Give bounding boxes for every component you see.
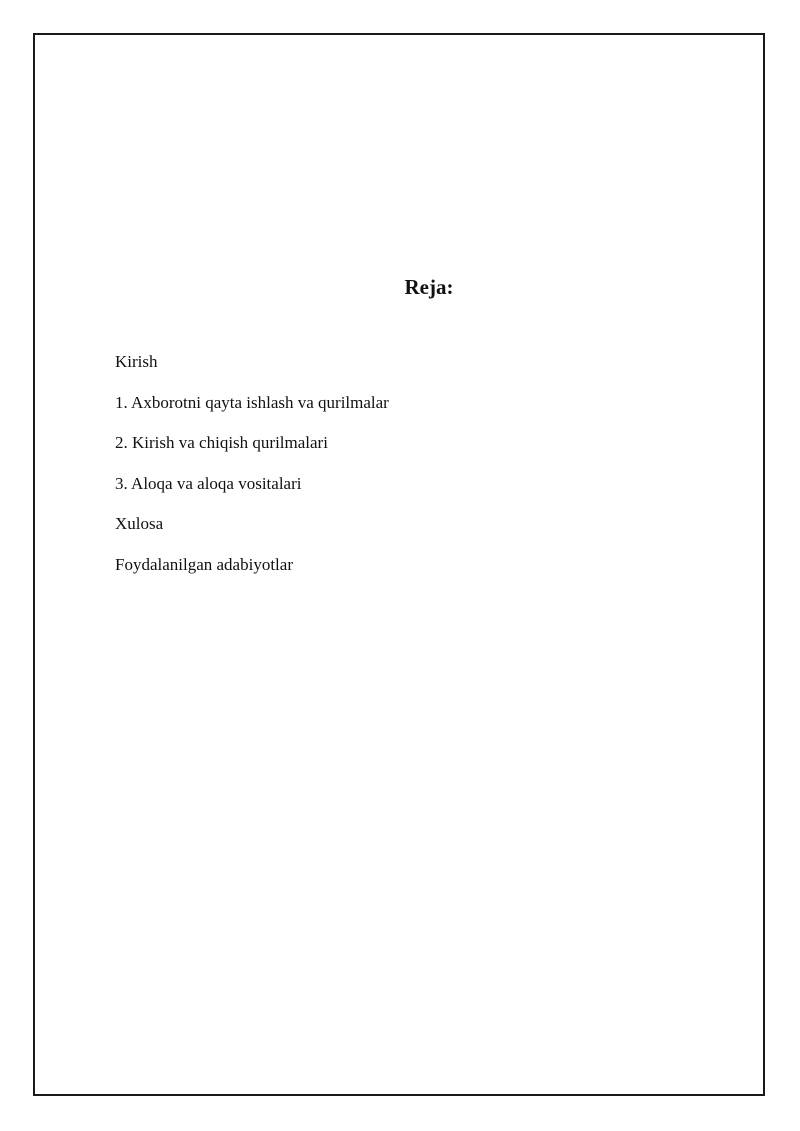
toc-item-conclusion: Xulosa (115, 514, 164, 534)
toc-item-2: 2. Kirish va chiqish qurilmalari (115, 433, 328, 453)
page-title: Reja: (404, 275, 454, 299)
toc-item-1: 1. Axborotni qayta ishlash va qurilmalar (115, 392, 389, 412)
toc-item-intro: Kirish (115, 352, 158, 371)
table-of-contents (115, 350, 389, 594)
toc-item-references: Foydalanilgan adabiyotlar (115, 554, 293, 574)
toc-item-3: 3. Aloqa va aloqa vositalari (115, 473, 302, 493)
